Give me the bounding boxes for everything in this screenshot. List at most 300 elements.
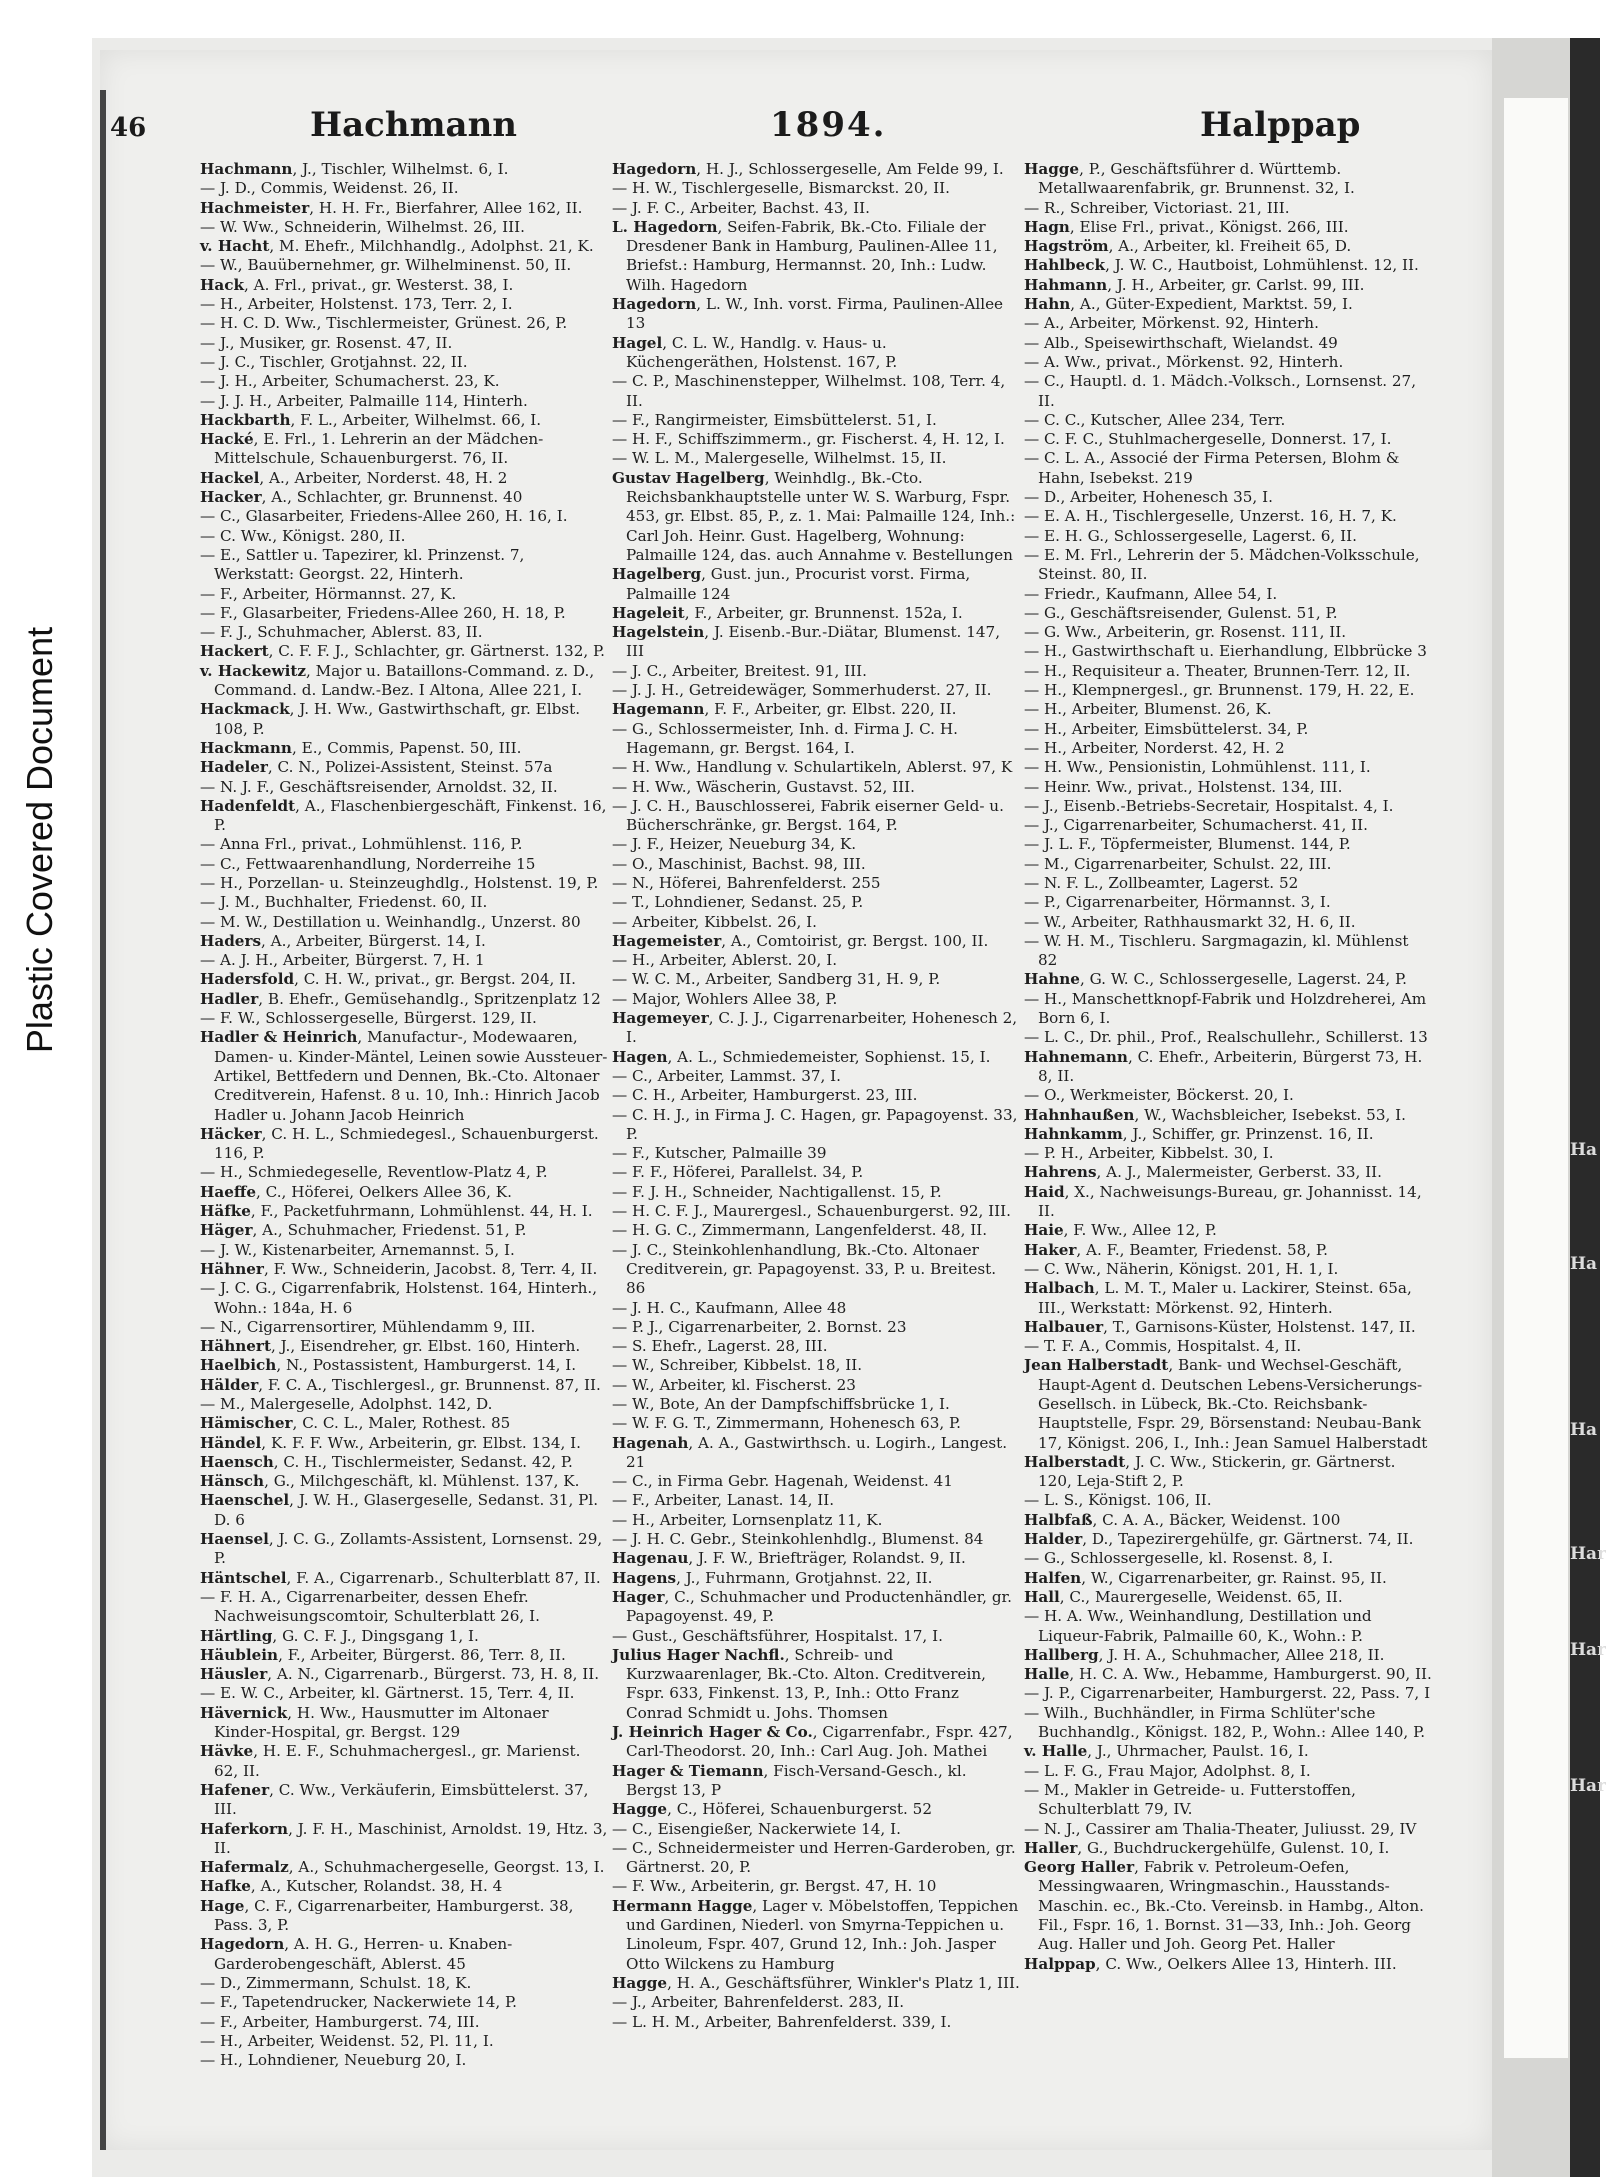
- entry-details: — C., Hauptl. d. 1. Mädch.-Volksch., Lornsenst. 27, II.: [1024, 372, 1417, 410]
- directory-entry: [612, 1434, 1020, 1473]
- entry-details: — J. H. C., Kaufmann, Allee 48: [612, 1298, 847, 1317]
- entry-details: , K. F. F. Ww., Arbeiterin, gr. Elbst. 134, I.: [261, 1433, 581, 1452]
- directory-entry: [612, 1067, 1020, 1086]
- directory-entry: [612, 1414, 1020, 1433]
- entry-details: , C., Maurergeselle, Weidenst. 65, II.: [1059, 1587, 1343, 1606]
- directory-entry: [1024, 720, 1432, 739]
- directory-entry: [1024, 970, 1432, 989]
- directory-entry: [612, 797, 1020, 836]
- entry-details: , A., Güter-Expedient, Marktst. 59, I.: [1070, 295, 1353, 314]
- directory-entry: [1024, 816, 1432, 835]
- entry-name: Haensel: [200, 1530, 269, 1549]
- directory-entry: [200, 1356, 608, 1375]
- entry-name: Halle: [1024, 1665, 1070, 1684]
- entry-details: — A. Ww., privat., Mörkenst. 92, Hinterh.: [1024, 352, 1344, 371]
- entry-name: Hager & Tiemann: [612, 1761, 764, 1780]
- entry-name: Haferkorn: [200, 1819, 289, 1838]
- entry-details: — F. H. A., Cigarrenarbeiter, dessen Ehefr. Nachweisungscomtoir, Schulterblatt 26, I.: [200, 1587, 540, 1626]
- directory-entry: [1024, 1684, 1432, 1703]
- directory-entry: [200, 488, 608, 507]
- entry-details: — Gust., Geschäftsführer, Hospitalst. 17, I.: [612, 1626, 943, 1645]
- directory-entry: [612, 1800, 1020, 1819]
- directory-entry: [200, 642, 608, 661]
- directory-entry: [200, 758, 608, 777]
- entry-details: — J. F. C., Arbeiter, Bachst. 43, II.: [612, 198, 870, 217]
- directory-entry: [200, 527, 608, 546]
- directory-entry: [1024, 276, 1432, 295]
- entry-details: — D., Zimmermann, Schulst. 18, K.: [200, 1973, 472, 1992]
- entry-details: — W. C. M., Arbeiter, Sandberg 31, H. 9, P.: [612, 970, 941, 989]
- entry-details: — J. C., Tischler, Grotjahnst. 22, II.: [200, 352, 468, 371]
- entry-details: , H. H. Fr., Bierfahrer, Allee 162, II.: [309, 198, 583, 217]
- directory-entry: [612, 2013, 1020, 2032]
- directory-entry: [1024, 372, 1432, 411]
- entry-details: — H. C. F. J., Maurergesl., Schauenburgerst. 92, III.: [612, 1202, 1011, 1221]
- directory-entry: [1024, 1125, 1432, 1144]
- entry-details: , C. N., Polizei-Assistent, Steinst. 57a: [267, 758, 553, 777]
- directory-entry: [1024, 1646, 1432, 1665]
- entry-details: — W. F. G. T., Zimmermann, Hohenesch 63, P.: [612, 1414, 961, 1433]
- edge-fragment: Ha: [1570, 1140, 1598, 1160]
- entry-details: , H. Ww., Hausmutter im Altonaer Kinder-Hospital, gr. Bergst. 129: [214, 1703, 549, 1742]
- directory-entry: [200, 1453, 608, 1472]
- entry-name: Hackert: [200, 642, 269, 661]
- entry-details: — C. C., Kutscher, Allee 234, Terr.: [1024, 410, 1286, 429]
- entry-details: , A. Frl., privat., gr. Westerst. 38, I.: [243, 275, 514, 294]
- directory-entry: [612, 990, 1020, 1009]
- entry-name: Hadler: [200, 989, 259, 1008]
- directory-entry: [1024, 1183, 1432, 1222]
- entry-details: — C., Eisengießer, Nackerwiete 14, I.: [612, 1819, 901, 1838]
- directory-entry: [200, 585, 608, 604]
- directory-entry: [1024, 295, 1432, 314]
- entry-details: , C. H. L., Schmiedegesl., Schauenburgerst. 116, P.: [214, 1124, 599, 1163]
- directory-entry: [1024, 1742, 1432, 1761]
- entry-details: — H. A. Ww., Weinhandlung, Destillation und Liqueur-Fabrik, Palmaille 60, K., Wohn.: P.: [1024, 1607, 1372, 1645]
- directory-entry: [1024, 1028, 1432, 1047]
- directory-entry: [1024, 797, 1432, 816]
- directory-entry: [1024, 199, 1432, 218]
- directory-entry: [1024, 758, 1432, 777]
- directory-entry: [200, 1434, 608, 1453]
- entry-details: — H., Arbeiter, Blumenst. 26, K.: [1024, 700, 1272, 719]
- entry-details: — J. C., Arbeiter, Breitest. 91, III.: [612, 661, 867, 680]
- directory-entry: [1024, 893, 1432, 912]
- directory-entry: [1024, 334, 1432, 353]
- entry-details: — H., Arbeiter, Lornsenplatz 11, K.: [612, 1510, 883, 1529]
- entry-details: , Seifen-Fabrik, Bk.-Cto. Filiale der Dresdener Bank in Hamburg, Paulinen-Allee 11, Briefst.: Hamburg, Hermannst. 20, Inh.: Ludw. Wilh. Hagedorn: [626, 217, 998, 294]
- directory-entry: [200, 1820, 608, 1859]
- edge-fragment: Har: [1570, 1640, 1606, 1660]
- directory-entry: [1024, 1569, 1432, 1588]
- entry-details: — L. F. G., Frau Major, Adolphst. 8, I.: [1024, 1761, 1311, 1780]
- directory-entry: [200, 623, 608, 642]
- directory-entry: [612, 1839, 1020, 1878]
- directory-entry: [612, 932, 1020, 951]
- directory-entry: [200, 2013, 608, 2032]
- directory-entry: [200, 1877, 608, 1896]
- directory-entry: [200, 372, 608, 391]
- entry-name: Hälder: [200, 1375, 259, 1394]
- directory-entry: [200, 1491, 608, 1530]
- entry-details: , Bank- und Wechsel-Geschäft, Haupt-Agent d. Deutschen Lebens-Versicherungs-Gesellsch. in Lübeck, Bk.-Cto. Reichsbank-Hauptstelle, Fspr. 29, Börsenstand: Neubau-Bank 17, Königst. 206, I., Inh.: Jean Samuel Halberstadt: [1038, 1356, 1428, 1452]
- directory-entry: [612, 199, 1020, 218]
- directory-entry: [200, 507, 608, 526]
- entry-name: Hall: [1024, 1587, 1060, 1606]
- edge-fragment: Har: [1570, 1776, 1606, 1796]
- entry-details: — W., Arbeiter, kl. Fischerst. 23: [612, 1375, 856, 1394]
- entry-details: , M. Ehefr., Milchhandlg., Adolphst. 21, K.: [269, 237, 594, 256]
- sidebar-label: Plastic Covered Document: [19, 626, 60, 1054]
- entry-details: , C. F., Cigarrenarbeiter, Hamburgerst. 38, Pass. 3, P.: [214, 1896, 574, 1935]
- directory-entry: [1024, 1318, 1432, 1337]
- entry-details: , F. L., Arbeiter, Wilhelmst. 66, I.: [290, 410, 542, 429]
- directory-entry: [200, 546, 608, 585]
- entry-details: — D., Arbeiter, Hohenesch 35, I.: [1024, 488, 1273, 507]
- entry-name: Haensch: [200, 1452, 274, 1471]
- entry-details: — A. J. H., Arbeiter, Bürgerst. 7, H. 1: [200, 951, 485, 970]
- entry-details: , A. H. G., Herren- u. Knaben-Garderobengeschäft, Ablerst. 45: [214, 1935, 513, 1973]
- entry-details: — N. J. F., Geschäftsreisender, Arnoldst. 32, II.: [200, 777, 558, 796]
- entry-name: Hahmann: [1024, 275, 1108, 294]
- entry-details: , Elise Frl., privat., Königst. 266, III.: [1069, 217, 1349, 236]
- entry-details: — W. L. M., Malergeselle, Wilhelmst. 15, II.: [612, 449, 947, 468]
- header-left-word: Hachmann: [310, 105, 518, 145]
- entry-name: Haller: [1024, 1838, 1078, 1857]
- entry-details: — N. F. L., Zollbeamter, Lagerst. 52: [1024, 873, 1299, 892]
- directory-entry: [612, 1723, 1020, 1762]
- entry-name: Halder: [1024, 1530, 1083, 1549]
- entry-name: Hahlbeck: [1024, 256, 1106, 275]
- directory-entry: [200, 411, 608, 430]
- entry-name: Hachmann: [200, 160, 293, 178]
- entry-name: Häger: [200, 1221, 253, 1240]
- entry-name: Haeffe: [200, 1182, 256, 1201]
- directory-entry: [612, 179, 1020, 198]
- entry-details: — C., in Firma Gebr. Hagenah, Weidenst. 41: [612, 1472, 953, 1491]
- entry-name: Härtling: [200, 1626, 273, 1645]
- directory-entry: [1024, 1530, 1432, 1549]
- directory-entry: [200, 1009, 608, 1028]
- directory-entry: [612, 1627, 1020, 1646]
- entry-details: , A., Arbeiter, Bürgerst. 14, I.: [261, 931, 486, 950]
- entry-details: , L. M. T., Maler u. Lackirer, Steinst. 65a, III., Werkstatt: Mörkenst. 92, Hinterh.: [1038, 1279, 1412, 1317]
- entry-details: — O., Maschinist, Bachst. 98, III.: [612, 854, 866, 873]
- entry-name: J. Heinrich Hager & Co.: [612, 1723, 813, 1742]
- directory-entry: [200, 1279, 608, 1318]
- directory-entry: [612, 1163, 1020, 1182]
- entry-details: , A. L., Schmiedemeister, Sophienst. 15, I.: [667, 1047, 991, 1066]
- entry-name: Halbauer: [1024, 1317, 1104, 1336]
- entry-details: , G., Buchdruckergehülfe, Gulenst. 10, I.: [1077, 1838, 1390, 1857]
- entry-details: — H., Lohndiener, Neueburg 20, I.: [200, 2051, 467, 2070]
- entry-name: Hähner: [200, 1259, 264, 1278]
- directory-entry: [1024, 1453, 1432, 1492]
- entry-name: Haelbich: [200, 1356, 277, 1375]
- directory-entry: [612, 1530, 1020, 1549]
- directory-entry: [1024, 1279, 1432, 1318]
- entry-details: — O., Werkmeister, Böckerst. 20, I.: [1024, 1086, 1294, 1105]
- directory-entry: [200, 334, 608, 353]
- entry-details: — J., Cigarrenarbeiter, Schumacherst. 41, II.: [1024, 816, 1368, 835]
- entry-details: — J., Eisenb.-Betriebs-Secretair, Hospitalst. 4, I.: [1024, 796, 1394, 815]
- entry-details: — N. J., Cassirer am Thalia-Theater, Juliusst. 29, IV: [1024, 1819, 1417, 1838]
- entry-details: — F., Arbeiter, Lanast. 14, II.: [612, 1491, 835, 1510]
- directory-entry: [612, 1106, 1020, 1145]
- directory-entry: [1024, 1820, 1432, 1839]
- directory-entry: [1024, 1491, 1432, 1510]
- directory-entry: [1024, 256, 1432, 275]
- directory-entry: [1024, 1163, 1432, 1182]
- entry-name: Händel: [200, 1433, 262, 1452]
- directory-entry: [200, 256, 608, 275]
- entry-details: — H., Arbeiter, Holstenst. 173, Terr. 2, I.: [200, 295, 513, 314]
- entry-details: — F., Tapetendrucker, Nackerwiete 14, P.: [200, 1993, 517, 2012]
- entry-details: , G. W. C., Schlossergeselle, Lagerst. 24, P.: [1079, 970, 1407, 989]
- entry-name: Hävke: [200, 1742, 254, 1761]
- directory-entry: [612, 1356, 1020, 1375]
- entry-details: — H., Arbeiter, Ablerst. 20, I.: [612, 951, 838, 970]
- directory-entry: [1024, 1762, 1432, 1781]
- directory-entry: [1024, 527, 1432, 546]
- directory-entry: [200, 797, 608, 836]
- entry-details: — H., Requisiteur a. Theater, Brunnen-Terr. 12, II.: [1024, 661, 1411, 680]
- directory-entry: [1024, 1048, 1432, 1087]
- directory-entry: [1024, 681, 1432, 700]
- entry-details: , H. A., Geschäftsführer, Winkler's Platz 1, III.: [667, 1973, 1020, 1992]
- entry-details: — W. Ww., Schneiderin, Wilhelmst. 26, III.: [200, 217, 525, 236]
- directory-column-2: [612, 160, 1020, 2032]
- directory-entry: [1024, 778, 1432, 797]
- entry-name: Hagge: [1024, 160, 1080, 178]
- entry-name: Häcker: [200, 1124, 262, 1143]
- entry-details: , J., Eisendreher, gr. Elbst. 160, Hinterh.: [270, 1337, 581, 1356]
- entry-details: , J., Fuhrmann, Grotjahnst. 22, II.: [676, 1568, 933, 1587]
- entry-name: Halppap: [1024, 1954, 1096, 1973]
- entry-details: — H. Ww., Wäscherin, Gustavst. 52, III.: [612, 777, 915, 796]
- entry-details: — H., Arbeiter, Norderst. 42, H. 2: [1024, 738, 1285, 757]
- entry-name: Haie: [1024, 1221, 1064, 1240]
- entry-name: Hagelberg: [612, 565, 702, 584]
- directory-entry: [612, 1569, 1020, 1588]
- entry-details: , Schreib- und Kurzwaarenlager, Bk.-Cto. Alton. Creditverein, Fspr. 633, Finkenst. 13, P., Inh.: Otto Franz Conrad Schmidt u. Johs. Thomsen: [626, 1645, 986, 1722]
- directory-entry: [200, 951, 608, 970]
- entry-details: — J. M., Buchhalter, Friedenst. 60, II.: [200, 893, 488, 912]
- directory-entry: [1024, 700, 1432, 719]
- entry-name: Hagström: [1024, 237, 1109, 256]
- entry-name: Hadler & Heinrich: [200, 1028, 358, 1047]
- entry-details: , J., Tischler, Wilhelmst. 6, I.: [292, 160, 509, 178]
- entry-details: — H. Ww., Handlung v. Schulartikeln, Ablerst. 97, K: [612, 758, 1013, 777]
- entry-name: Hämischer: [200, 1414, 293, 1433]
- entry-details: — Wilh., Buchhändler, in Firma Schlüter'sche Buchhandlg., Königst. 182, P., Wohn.: Allee 140, P.: [1024, 1703, 1426, 1742]
- entry-details: , E. Frl., 1. Lehrerin an der Mädchen-Mittelschule, Schauenburgerst. 76, II.: [214, 430, 544, 468]
- directory-entry: [1024, 1781, 1432, 1820]
- directory-entry: [1024, 990, 1432, 1029]
- directory-entry: [1024, 835, 1432, 854]
- directory-entry: [200, 1858, 608, 1877]
- directory-entry: [200, 1318, 608, 1337]
- directory-entry: [1024, 604, 1432, 623]
- entry-details: , Major u. Bataillons-Command. z. D., Command. d. Landw.-Bez. I Altona, Allee 221, I.: [214, 661, 595, 700]
- entry-details: — J. J. H., Arbeiter, Palmaille 114, Hinterh.: [200, 391, 528, 410]
- entry-details: — W. H. M., Tischleru. Sargmagazin, kl. Mühlenst 82: [1024, 931, 1409, 970]
- entry-details: — E. W. C., Arbeiter, kl. Gärtnerst. 15, Terr. 4, II.: [200, 1684, 575, 1703]
- directory-entry: [200, 237, 608, 256]
- directory-entry: [612, 1318, 1020, 1337]
- directory-entry: [1024, 874, 1432, 893]
- directory-entry: [612, 565, 1020, 604]
- directory-entry: [612, 1048, 1020, 1067]
- entry-details: , A., Schuhmacher, Friedenst. 51, P.: [252, 1221, 527, 1240]
- entry-details: — G., Geschäftsreisender, Gulenst. 51, P.: [1024, 603, 1338, 622]
- entry-details: — H. F., Schiffszimmerm., gr. Fischerst. 4, H. 12, I.: [612, 430, 1005, 449]
- directory-entry: [1024, 1704, 1432, 1743]
- directory-entry: [612, 1009, 1020, 1048]
- entry-details: , A. F., Beamter, Friedenst. 58, P.: [1076, 1240, 1328, 1259]
- directory-entry: [612, 1202, 1020, 1221]
- entry-details: , A. N., Cigarrenarb., Bürgerst. 73, H. 8, II.: [267, 1665, 600, 1684]
- directory-entry: [612, 1588, 1020, 1627]
- directory-entry: [612, 855, 1020, 874]
- entry-details: — F., Glasarbeiter, Friedens-Allee 260, H. 18, P.: [200, 603, 566, 622]
- entry-details: — G., Schlossergeselle, kl. Rosenst. 8, I.: [1024, 1549, 1334, 1568]
- entry-name: Hänsch: [200, 1472, 265, 1491]
- directory-column-1: [200, 160, 608, 2070]
- entry-name: Hagenau: [612, 1549, 689, 1568]
- entry-details: — P. J., Cigarrenarbeiter, 2. Bornst. 23: [612, 1317, 907, 1336]
- directory-entry: [200, 2051, 608, 2070]
- directory-entry: [200, 1125, 608, 1164]
- directory-entry: [612, 1511, 1020, 1530]
- directory-entry: [612, 623, 1020, 662]
- directory-entry: [200, 1569, 608, 1588]
- edge-fragment: Ha: [1570, 1254, 1598, 1274]
- entry-name: Hadeler: [200, 758, 268, 777]
- entry-details: — E. A. H., Tischlergeselle, Unzerst. 16, H. 7, K.: [1024, 507, 1397, 526]
- directory-entry: [200, 1627, 608, 1646]
- entry-details: — F. J. H., Schneider, Nachtigallenst. 15, P.: [612, 1182, 942, 1201]
- directory-entry: [200, 1414, 608, 1433]
- entry-details: — M. W., Destillation u. Weinhandlg., Unzerst. 80: [200, 912, 581, 931]
- entry-name: Hackel: [200, 468, 260, 487]
- entry-name: Hafermalz: [200, 1858, 289, 1877]
- entry-details: , H. J., Schlossergeselle, Am Felde 99, I.: [696, 160, 1004, 178]
- directory-entry: [200, 990, 608, 1009]
- directory-entry: [200, 430, 608, 469]
- directory-entry: [1024, 411, 1432, 430]
- directory-entry: [200, 1781, 608, 1820]
- directory-entry: [1024, 1511, 1432, 1530]
- entry-details: , J. F. H., Maschinist, Arnoldst. 19, Htz. 3, II.: [214, 1819, 608, 1857]
- directory-entry: [1024, 1955, 1432, 1974]
- entry-details: — N., Cigarrensortirer, Mühlendamm 9, III.: [200, 1317, 536, 1336]
- directory-entry: [200, 835, 608, 854]
- entry-name: Halbfaß: [1024, 1510, 1093, 1529]
- entry-name: Hagemann: [612, 700, 705, 719]
- entry-details: , C. H. W., privat., gr. Bergst. 204, II.: [294, 970, 576, 989]
- directory-entry: [612, 1820, 1020, 1839]
- directory-entry: [200, 276, 608, 295]
- directory-entry: [1024, 1106, 1432, 1125]
- directory-entry: [612, 778, 1020, 797]
- directory-entry: [200, 1993, 608, 2012]
- directory-entry: [1024, 1549, 1432, 1568]
- directory-entry: [200, 913, 608, 932]
- entry-name: v. Hackewitz: [200, 661, 306, 680]
- entry-details: — H., Gastwirthschaft u. Eierhandlung, Elbbrücke 3: [1024, 642, 1427, 661]
- directory-entry: [1024, 662, 1432, 681]
- directory-entry: [612, 430, 1020, 449]
- entry-name: Hagge: [612, 1973, 668, 1992]
- entry-name: Hagemeister: [612, 931, 722, 950]
- entry-details: , C., Höferei, Schauenburgerst. 52: [667, 1800, 932, 1819]
- directory-entry: [1024, 1337, 1432, 1356]
- directory-column-3: [1024, 160, 1432, 1974]
- entry-details: , A., Flaschenbiergeschäft, Finkenst. 16, P.: [214, 796, 607, 835]
- directory-entry: [200, 392, 608, 411]
- directory-entry: [612, 1549, 1020, 1568]
- entry-details: , J. H., Arbeiter, gr. Carlst. 99, III.: [1107, 275, 1365, 294]
- entry-details: — L. C., Dr. phil., Prof., Realschullehr., Schillerst. 13: [1024, 1028, 1428, 1047]
- entry-details: — M., Makler in Getreide- u. Futterstoffen, Schulterblatt 79, IV.: [1024, 1780, 1356, 1819]
- entry-details: , N., Postassistent, Hamburgerst. 14, I.: [276, 1356, 577, 1375]
- directory-entry: [1024, 1221, 1432, 1240]
- entry-details: — C. Ww., Näherin, Königst. 201, H. 1, I.: [1024, 1259, 1339, 1278]
- entry-details: — C. H. J., in Firma J. C. Hagen, gr. Papagoyenst. 33, P.: [612, 1105, 1018, 1143]
- entry-name: Hähnert: [200, 1337, 271, 1356]
- directory-entry: [1024, 218, 1432, 237]
- entry-name: Haid: [1024, 1182, 1065, 1201]
- directory-entry: [612, 1646, 1020, 1723]
- entry-name: Hadenfeldt: [200, 796, 296, 815]
- binding-edge: [100, 90, 106, 2150]
- header-right-word: Halppap: [1200, 105, 1361, 145]
- directory-entry: [1024, 585, 1432, 604]
- entry-name: Hagemeyer: [612, 1009, 709, 1028]
- entry-details: — J. J. H., Getreidewäger, Sommerhuderst. 27, II.: [612, 681, 992, 700]
- entry-details: , C. Ww., Oelkers Allee 13, Hinterh. III.: [1095, 1954, 1397, 1973]
- directory-entry: [1024, 160, 1432, 199]
- entry-details: , Fabrik v. Petroleum-Oefen, Messingwaaren, Wringmaschin., Hausstands-Maschin. ec., Bk.-Cto. Vereinsb. in Hambg., Alton. Fil., Fspr. 16, 1. Bornst. 31—33, Inh.: Joh. Georg Aug. Haller und Joh. Georg Pet. Haller: [1038, 1858, 1424, 1954]
- directory-entry: [200, 700, 608, 739]
- entry-details: — H., Porzellan- u. Steinzeughdlg., Holstenst. 19, P.: [200, 873, 599, 892]
- directory-entry: [612, 1241, 1020, 1299]
- directory-entry: [200, 1974, 608, 1993]
- entry-details: — C., Glasarbeiter, Friedens-Allee 260, H. 16, I.: [200, 507, 568, 526]
- directory-entry: [200, 1241, 608, 1260]
- directory-entry: [612, 1086, 1020, 1105]
- directory-entry: [200, 1646, 608, 1665]
- entry-details: — P., Cigarrenarbeiter, Hörmannst. 3, I.: [1024, 893, 1331, 912]
- directory-entry: [200, 1530, 608, 1569]
- entry-name: Hageleit: [612, 603, 685, 622]
- entry-details: , A., Arbeiter, Norderst. 48, H. 2: [259, 468, 508, 487]
- entry-name: Hacker: [200, 488, 262, 507]
- entry-details: , Fisch-Versand-Gesch., kl. Bergst 13, P: [626, 1761, 967, 1799]
- directory-entry: [612, 218, 1020, 295]
- entry-details: — J. H. C. Gebr., Steinkohlenhdlg., Blumenst. 84: [612, 1530, 984, 1549]
- entry-name: Hagn: [1024, 217, 1070, 236]
- entry-details: — F., Arbeiter, Hamburgerst. 74, III.: [200, 2012, 480, 2031]
- directory-entry: [612, 835, 1020, 854]
- entry-name: Hagedorn: [612, 295, 697, 314]
- entry-details: , A., Kutscher, Rolandst. 38, H. 4: [250, 1877, 503, 1896]
- directory-entry: [612, 1183, 1020, 1202]
- directory-entry: [612, 1472, 1020, 1491]
- entry-details: — R., Schreiber, Victoriast. 21, III.: [1024, 198, 1290, 217]
- directory-entry: [200, 314, 608, 333]
